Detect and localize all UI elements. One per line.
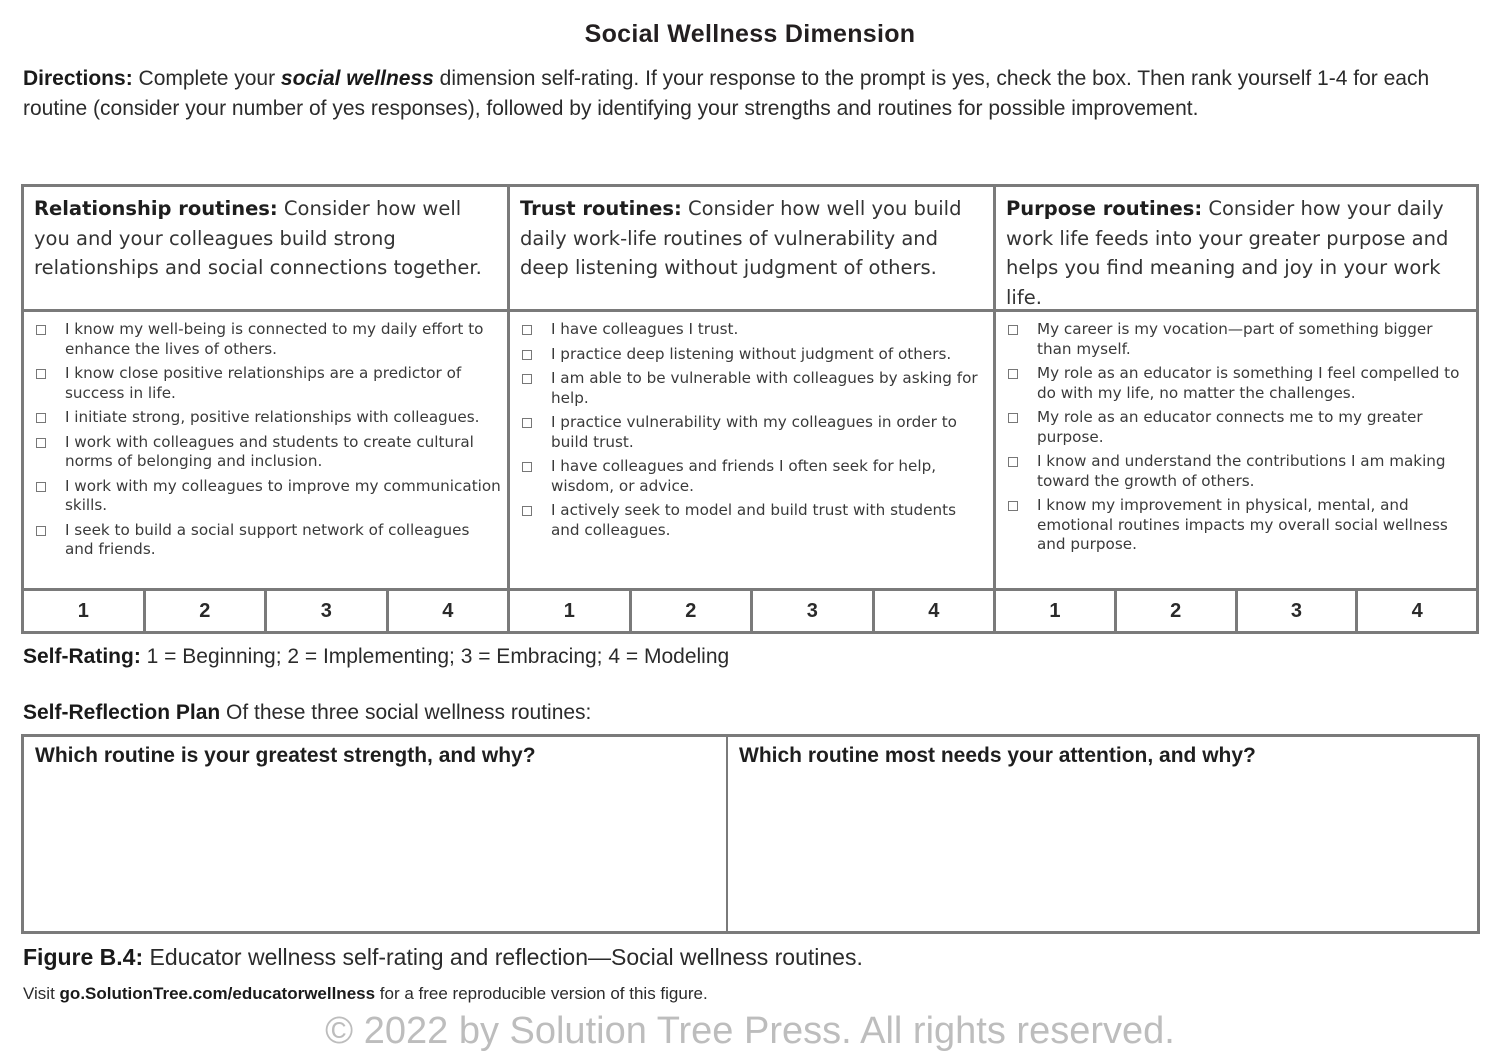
routine-checklist	[24, 312, 507, 591]
rating-row	[510, 591, 993, 631]
checkbox[interactable]	[36, 482, 46, 492]
checklist-item-text: I know my improvement in physical, mental, and emotional routines impacts my overall social wellness and purpose.	[1037, 496, 1448, 553]
rating-cell-4[interactable]: 4	[442, 600, 454, 622]
routine-label: Relationship routines:	[34, 197, 278, 220]
checkbox[interactable]	[522, 418, 532, 428]
figure-label: Figure B.4:	[23, 944, 144, 970]
strength-answer-field[interactable]	[32, 777, 718, 925]
rating-row	[24, 591, 507, 631]
routine-column-trust	[510, 187, 996, 631]
visit-link[interactable]: go.SolutionTree.com/educatorwellness	[59, 984, 376, 1003]
checklist-item-text: I know close positive relationships are a predictor of success in life.	[65, 364, 462, 402]
checklist-item-text: I practice deep listening without judgment of others.	[551, 344, 952, 363]
rating-cell-1[interactable]: 1	[24, 591, 146, 631]
checklist-item	[1008, 408, 1470, 447]
checklist-item-text: I initiate strong, positive relationships with colleagues.	[65, 408, 480, 426]
checklist-item-text: My career is my vocation—part of something bigger than myself.	[1037, 320, 1433, 358]
checklist-item-text: My role as an educator connects me to my greater purpose.	[1037, 408, 1423, 446]
routine-label: Purpose routines:	[1006, 197, 1203, 220]
checkbox[interactable]	[522, 374, 532, 384]
rating-cell-2[interactable]: 2	[146, 591, 268, 631]
figure-caption-text: Educator wellness self-rating and reflection—Social wellness routines.	[143, 944, 863, 970]
checkbox[interactable]	[36, 438, 46, 448]
checklist-item	[522, 320, 987, 340]
attention-question: Which routine most needs your attention, and why?	[739, 744, 1256, 767]
checklist-item	[1008, 364, 1470, 403]
checklist-item	[1008, 496, 1470, 555]
self-reflection-box	[21, 734, 1480, 934]
checklist-item-text: I have colleagues and friends I often seek for help, wisdom, or advice.	[551, 457, 937, 495]
checkbox[interactable]	[1008, 457, 1018, 467]
checklist-item	[36, 521, 501, 560]
directions-label: Directions:	[23, 67, 133, 90]
self-reflection-label: Self-Reflection Plan	[23, 701, 221, 724]
checklist-item-text: I have colleagues I trust.	[551, 320, 739, 338]
checkbox[interactable]	[36, 413, 46, 423]
checkbox[interactable]	[36, 325, 46, 335]
routine-description: Consider how well you build daily work-life routines of vulnerability and deep listening without judgment of others.	[520, 197, 962, 279]
checklist-item	[36, 477, 501, 516]
page-title: Social Wellness Dimension	[584, 20, 916, 48]
checklist-item	[1008, 320, 1470, 359]
self-rating-text: 1 = Beginning; 2 = Implementing; 3 = Embracing; 4 = Modeling	[140, 645, 730, 668]
rating-cell-2[interactable]: 2	[1117, 591, 1238, 631]
checklist-item	[36, 408, 501, 428]
directions	[23, 64, 1463, 123]
rating-cell-3[interactable]: 3	[753, 591, 875, 631]
self-reflection-text: Of these three social wellness routines:	[220, 701, 592, 724]
attention-cell	[728, 737, 1477, 931]
routine-description: Consider how your daily work life feeds into your greater purpose and helps you find meaning and joy in your work life.	[1006, 197, 1449, 309]
routines-table	[21, 184, 1479, 634]
checklist-item-text: I actively seek to model and build trust with students and colleagues.	[551, 501, 957, 539]
directions-emphasis: social wellness	[280, 67, 434, 90]
checklist-item	[522, 345, 987, 365]
checklist-item-text: I know and understand the contributions I am making toward the growth of others.	[1037, 452, 1446, 490]
checkbox[interactable]	[36, 369, 46, 379]
checkbox[interactable]	[522, 462, 532, 472]
visit-note	[23, 984, 708, 1004]
strength-cell	[24, 737, 728, 931]
checklist-item-text: My role as an educator is something I feel compelled to do with my life, no matter the challenges.	[1037, 364, 1460, 402]
checklist-item	[36, 364, 501, 403]
checklist-item-text: I work with my colleagues to improve my communication skills.	[65, 476, 501, 514]
rating-cell-4[interactable]: 4	[928, 600, 940, 622]
routine-header	[510, 187, 993, 312]
checklist-item	[522, 501, 987, 540]
self-reflection-heading	[23, 701, 591, 725]
directions-text-before: Complete your	[132, 67, 281, 90]
checklist-item	[36, 320, 501, 359]
visit-before: Visit	[23, 984, 60, 1003]
routine-header	[996, 187, 1476, 312]
checkbox[interactable]	[522, 325, 532, 335]
checklist-item	[522, 413, 987, 452]
checkbox[interactable]	[1008, 325, 1018, 335]
rating-cell-3[interactable]: 3	[1238, 591, 1359, 631]
routine-column-relationship	[24, 187, 510, 631]
attention-answer-field[interactable]	[736, 777, 1469, 925]
rating-cell-3[interactable]: 3	[267, 591, 389, 631]
routine-column-purpose	[996, 187, 1476, 631]
rating-row	[996, 591, 1476, 631]
checkbox[interactable]	[1008, 501, 1018, 511]
routine-description: Consider how well you and your colleagues build strong relationships and social connections together.	[34, 197, 482, 279]
self-rating-legend	[23, 645, 729, 669]
directions-text-after: dimension self-rating. If your response to the prompt is yes, check the box. Then rank yourself 1-4 for each routine (consider your number of yes responses), followed by identifying your strengths and routines for possible improvement.	[23, 67, 1430, 120]
visit-after: for a free reproducible version of this figure.	[375, 984, 708, 1003]
checkbox[interactable]	[1008, 413, 1018, 423]
copyright-watermark: © 2022 by Solution Tree Press. All rights reserved.	[325, 1010, 1175, 1052]
checklist-item-text: I know my well-being is connected to my daily effort to enhance the lives of others.	[65, 320, 484, 358]
strength-question: Which routine is your greatest strength, and why?	[35, 744, 536, 767]
rating-cell-1[interactable]: 1	[510, 591, 632, 631]
routine-checklist	[996, 312, 1476, 591]
rating-cell-1[interactable]: 1	[996, 591, 1117, 631]
checklist-item	[1008, 452, 1470, 491]
checkbox[interactable]	[36, 526, 46, 536]
checklist-item	[522, 369, 987, 408]
routine-header	[24, 187, 507, 312]
checklist-item-text: I am able to be vulnerable with colleagues by asking for help.	[551, 369, 978, 407]
checklist-item-text: I seek to build a social support network of colleagues and friends.	[65, 520, 470, 558]
rating-cell-4[interactable]: 4	[1411, 600, 1423, 622]
routine-label: Trust routines:	[520, 197, 682, 220]
self-rating-label: Self-Rating:	[23, 645, 141, 668]
figure-caption	[23, 944, 863, 971]
checkbox[interactable]	[522, 506, 532, 516]
checkbox[interactable]	[1008, 369, 1018, 379]
checklist-item	[522, 457, 987, 496]
checklist-item-text: I work with colleagues and students to create cultural norms of belonging and inclusion.	[65, 432, 474, 470]
checklist-item-text: I practice vulnerability with my colleagues in order to build trust.	[551, 413, 957, 451]
routine-checklist	[510, 312, 993, 591]
checkbox[interactable]	[522, 350, 532, 360]
rating-cell-2[interactable]: 2	[632, 591, 754, 631]
checklist-item	[36, 433, 501, 472]
